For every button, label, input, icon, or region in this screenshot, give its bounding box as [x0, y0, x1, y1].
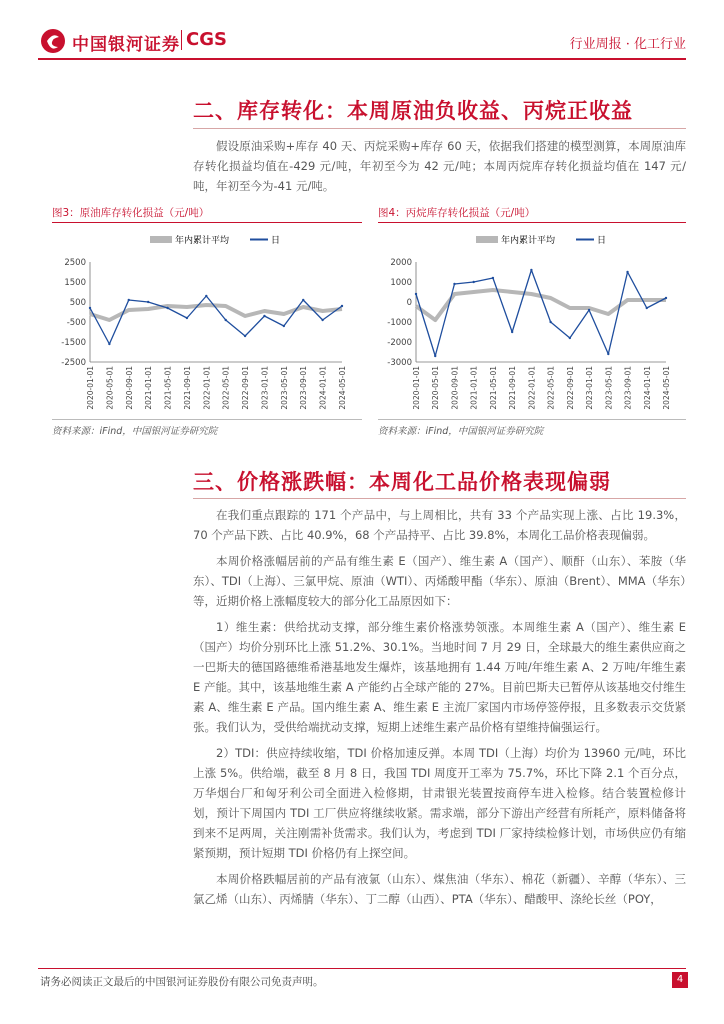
- figure3-bottom-rule: [52, 419, 362, 420]
- fig4-xtick-1: 2020-05-01: [431, 366, 441, 410]
- fig3-xtick-6: 2022-01-01: [202, 366, 212, 410]
- fig4-xtick-2: 2020-09-01: [450, 366, 460, 410]
- fig3-ytick-1: 1500: [64, 278, 86, 288]
- fig4-xtick-12: 2024-01-01: [642, 366, 652, 410]
- fig4-legend-avg-swatch: [476, 236, 498, 243]
- section3-underline: [193, 498, 686, 499]
- figure4-source: 资料来源：iFind，中国银河证券研究院: [378, 426, 544, 437]
- section3-body: [193, 505, 686, 909]
- fig4-daily-point-11: [626, 271, 628, 273]
- fig3-legend-daily-label: 日: [271, 236, 281, 246]
- fig3-daily-point-3: [147, 301, 149, 303]
- fig4-xtick-7: 2022-05-01: [546, 366, 556, 410]
- fig4-daily-point-1: [434, 355, 436, 357]
- logo-cn-text: 中国银河证券: [72, 35, 180, 55]
- fig4-daily-point-5: [511, 331, 513, 333]
- report-type: 行业周报 · 化工行业: [569, 37, 686, 52]
- fig4-daily-point-6: [530, 269, 532, 271]
- fig3-xtick-1: 2020-05-01: [105, 366, 115, 410]
- fig4-daily-point-0: [415, 293, 417, 295]
- fig4-xtick-6: 2022-01-01: [527, 366, 537, 410]
- fig3-ytick-5: -2500: [61, 358, 86, 368]
- fig3-legend-avg-label: 年内累计平均: [175, 236, 230, 246]
- figure3-chart: [52, 226, 362, 418]
- footer-divider: [38, 968, 686, 969]
- fig3-daily-point-9: [263, 315, 265, 317]
- fig3-daily-point-10: [283, 325, 285, 327]
- section2-underline: [193, 128, 686, 129]
- cgs-logo-icon: [40, 28, 66, 54]
- figure4-bottom-rule: [378, 419, 686, 420]
- fig4-legend-avg-label: 年内累计平均: [501, 236, 556, 246]
- fig4-ytick-2: 0: [406, 298, 412, 308]
- fig4-ytick-3: -1000: [387, 318, 412, 328]
- footer-disclaimer: 请务必阅读正文最后的中国银河证券股份有限公司免责声明。: [40, 976, 324, 988]
- fig3-xtick-12: 2024-01-01: [318, 366, 328, 410]
- section3-p4: 2）TDI：供应持续收缩，TDI 价格加速反弹。本周 TDI（上海）均价为 13960 元/吨，环比上涨 5%。供给端，截至 8 月 8 日，我国 TDI 周度开工率为 75.7%，环比下降 2.1 个百分点，万华烟台厂和匈牙利公司全面进入检修期，甘肃银光装置按商停车进入检修。结合装置检修计划，预计下周国内 TDI 工厂供应将继续收紧。需求端，部分下游出产经营有所耗产，原料储备将到来不足两周，关注刚需补货需求。我们认为，考虑到 TDI 厂家持续检修计划，市场供应仍有缩紧预期，预计短期 TDI 价格仍有上探空间。: [193, 746, 686, 860]
- fig3-daily-point-11: [302, 299, 304, 301]
- fig4-legend-daily-label: 日: [597, 236, 607, 246]
- fig3-ytick-4: -1500: [61, 338, 86, 348]
- fig4-daily-point-12: [646, 307, 648, 309]
- fig3-xtick-9: 2023-01-01: [260, 366, 270, 410]
- section3-p3: 1）维生素：供给扰动支撑，部分维生素价格涨势领涨。本周维生素 A（国产）、维生素 E（国产）均价分别环比上涨 51.2%、30.1%。当地时间 7 月 29 日，全球最大的维生素供应商之一巴斯夫的德国路德维希港基地发生爆炸，该基地拥有 1.44 万吨/年维生素 A、2 万吨/年维生素 E 产能。其中，该基地维生素 A 产能约占全球产能的 27%。目前巴斯夫已暂停从该基地交付维生素 A、维生素 E 产品。国内维生素 A、维生素 E 主流厂家国内市场停签停报，且多数表示交货紧张。我们认为，受供给端扰动支撑，短期上述维生素产品价格有望维持偏强运行。: [193, 620, 686, 734]
- fig3-ytick-3: -500: [66, 318, 86, 328]
- section3-title: 三、价格涨跌幅：本周化工品价格表现偏弱: [193, 469, 611, 494]
- section2-paragraph: [193, 136, 686, 196]
- fig3-xtick-13: 2024-05-01: [338, 366, 347, 410]
- fig4-daily-point-13: [665, 297, 667, 299]
- fig4-xtick-10: 2023-05-01: [604, 366, 614, 410]
- fig4-daily-point-7: [549, 321, 551, 323]
- fig3-xtick-0: 2020-01-01: [86, 366, 95, 410]
- header-divider: [38, 58, 686, 60]
- fig3-xtick-5: 2021-09-01: [182, 366, 192, 410]
- fig3-daily-point-7: [224, 319, 226, 321]
- fig4-daily-point-2: [453, 283, 455, 285]
- logo-en-text: CGS: [186, 29, 227, 50]
- fig4-xtick-4: 2021-05-01: [488, 366, 498, 410]
- fig4-daily-point-4: [492, 277, 494, 279]
- figure3-source: 资料来源：iFind，中国银河证券研究院: [52, 426, 218, 437]
- fig3-daily-point-2: [128, 299, 130, 301]
- fig3-daily-point-13: [341, 305, 343, 307]
- fig3-daily-point-6: [205, 295, 207, 297]
- fig4-xtick-13: 2024-05-01: [662, 366, 671, 410]
- fig3-daily-point-12: [321, 319, 323, 321]
- figure3-title-rule: [52, 222, 362, 223]
- fig3-daily-point-0: [89, 307, 91, 309]
- section3-p1: 在我们重点跟踪的 171 个产品中，与上周相比，共有 33 个产品实现上涨、占比 19.3%，70 个产品下跌、占比 40.9%，68 个产品持平、占比 39.8%，本周化工品价格表现偏弱。: [193, 508, 686, 542]
- figure4-title-rule: [378, 222, 686, 223]
- figure4-title: 图4：丙烷库存转化损益（元/吨）: [378, 207, 536, 219]
- fig3-xtick-11: 2023-09-01: [299, 366, 309, 410]
- fig4-daily-point-8: [569, 337, 571, 339]
- fig4-ytick-5: -3000: [387, 358, 412, 368]
- fig4-xtick-11: 2023-09-01: [623, 366, 633, 410]
- fig3-xtick-4: 2021-05-01: [163, 366, 173, 410]
- section2-title: 二、库存转化：本周原油负收益、丙烷正收益: [193, 98, 633, 123]
- fig3-legend-avg-swatch: [150, 236, 172, 243]
- fig3-xtick-7: 2022-05-01: [221, 366, 231, 410]
- section2-text: 假设原油采购+库存 40 天、丙烷采购+库存 60 天，依据我们搭建的模型测算，本周原油库存转化损益均值在-429 元/吨，年初至今为 42 元/吨；本周丙烷库存转化损益均值在 147 元/吨，年初至今为-41 元/吨。: [193, 139, 686, 193]
- fig4-legend: [476, 234, 606, 246]
- figure3-title: 图3：原油库存转化损益（元/吨）: [52, 207, 210, 219]
- fig3-daily-point-1: [108, 343, 110, 345]
- fig4-xtick-0: 2020-01-01: [412, 366, 421, 410]
- fig4-xtick-3: 2021-01-01: [469, 366, 479, 410]
- section3-p2: 本周价格涨幅居前的产品有维生素 E（国产）、维生素 A（国产）、顺酐（山东）、苯胺（华东）、TDI（上海）、三氯甲烷、原油（WTI）、丙烯酸甲酯（华东）、原油（Brent）、MMA（华东）等，近期价格上涨幅度较大的部分化工品原因如下：: [193, 554, 686, 608]
- fig4-xtick-9: 2023-01-01: [585, 366, 595, 410]
- figure4-chart: [378, 226, 686, 418]
- fig4-series-daily: [416, 270, 666, 356]
- fig4-daily-point-10: [607, 353, 609, 355]
- fig3-xtick-8: 2022-09-01: [241, 366, 251, 410]
- fig4-ytick-0: 2000: [390, 258, 412, 268]
- fig3-ytick-2: 500: [69, 298, 86, 308]
- fig4-xtick-8: 2022-09-01: [565, 366, 575, 410]
- fig3-series-daily: [90, 296, 342, 344]
- fig3-legend: [150, 234, 280, 246]
- fig4-ytick-1: 1000: [390, 278, 412, 288]
- fig3-daily-point-4: [166, 307, 168, 309]
- page-number: 4: [672, 972, 688, 988]
- fig3-daily-point-8: [244, 335, 246, 337]
- fig3-xtick-2: 2020-09-01: [124, 366, 134, 410]
- fig3-ytick-0: 2500: [64, 258, 86, 268]
- fig3-xtick-10: 2023-05-01: [279, 366, 289, 410]
- fig4-daily-point-3: [472, 281, 474, 283]
- fig3-xtick-3: 2021-01-01: [144, 366, 154, 410]
- fig4-ytick-4: -2000: [387, 338, 412, 348]
- fig3-daily-point-5: [186, 317, 188, 319]
- section3-p5: 本周价格跌幅居前的产品有液氯（山东）、煤焦油（华东）、棉花（新疆）、辛醇（华东）、三氯乙烯（山东）、丙烯腈（华东）、丁二醇（山西）、PTA（华东）、醋酸甲、涤纶长丝（POY，: [193, 872, 686, 906]
- fig4-daily-point-9: [588, 309, 590, 311]
- fig4-xtick-5: 2021-09-01: [508, 366, 518, 410]
- logo-divider: [181, 30, 182, 50]
